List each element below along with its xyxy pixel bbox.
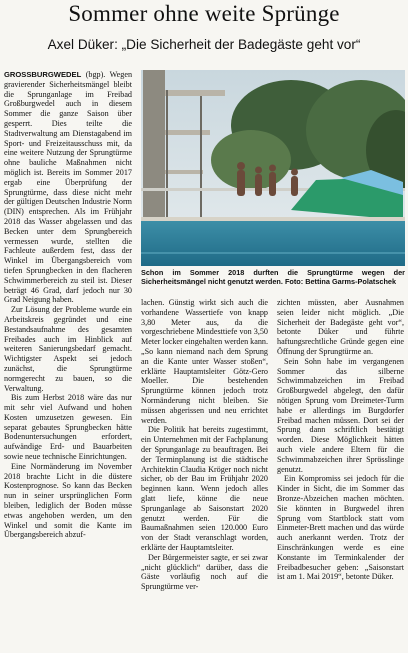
photo-credit: Foto: Bettina Garms-Polatschek: [284, 277, 397, 287]
paragraph: Der Bürgermeister sagte, er sei zwar „nicht glücklich“ darüber, dass die Gäste vorläufig noch auf die Sprungtürme ver-: [141, 552, 268, 592]
article-column-1: [4, 70, 132, 651]
photo-caption: [141, 268, 405, 287]
paragraph: Zur Lösung der Probleme wurde ein Arbeitskreis gegründet und eine Bestandsaufnahme des gesamten Freibades auch im Hinblick auf weiteren Sanierungsbedarf gemacht. Wichtigster Aspekt sei jedoch zunächst, die Sprungtürme normgerecht zu bauen, so die Verwaltung.: [4, 305, 132, 393]
paragraph: Sein Sohn habe im vergangenen Sommer das silberne Schwimmabzeichen im Freibad Großburgwedel abgelegt, den dafür nötigen Sprung vom Dreimeter-Turm habe er allerdings im Burgdorfer Freibad machen müssen. Dort sei der Sprung dann schriftlich bestätigt worden. Diese Möglichkeit hätten auch viele andere Eltern für die Schwimmabzeichen ihrer Sprösslinge genutzt.: [277, 356, 404, 474]
photo-diving-tower-pool: [141, 70, 405, 266]
article-subhead: Axel Düker: „Die Sicherheit der Badegäste geht vor“: [47, 37, 361, 52]
lead-paragraph: [4, 70, 132, 305]
paragraph: lachen. Günstig wirkt sich auch die vorhandene Wassertiefe von knapp 3,80 Meter aus, da die vorgeschriebene Mindesttiefe von 3,50 Meter locker eingehalten werden kann. „So kann niemand nach dem Sprung an die Kante unter Wasser stoßen“, erklärte Hauptamtsleiter Götz-Gero Moeller. Die bestehenden Sprungtürme können jedoch trotz Normänderung nicht bleiben. Sie müssen abgerissen und neu errichtet werden.: [141, 298, 268, 425]
paragraph: Eine Normänderung im November 2018 brachte Licht in die düstere Kostenprognose. So kann das Becken nun in seiner ursprünglichen Form bleiben, lediglich der Boden müsse etwas angehoben werden, um den Winkel und somit die Kante im Übergangsbereich abzuf-: [4, 461, 132, 540]
article-column-2: [141, 298, 268, 651]
caption-text: Schon im Sommer 2018 durften die Sprungtürme wegen der Sicherheitsmängel nicht genutzt werden.: [141, 268, 405, 287]
article-headline: Sommer ohne weite Sprünge: [68, 1, 340, 26]
dateline: GROSSBURGWEDEL: [4, 70, 82, 79]
paragraph: zichten müssten, aber Ausnahmen seien leider nicht möglich. „Die Sicherheit der Badegäste geht vor“, betonte Düker und führte haftungsrechtliche Gründe gegen eine Öffnung der Sprungtürme an.: [277, 298, 404, 356]
article-photo: [141, 70, 405, 266]
paragraph: Die Politik hat bereits zugestimmt, ein Unternehmen mit der Fachplanung der Sprunganlage zu beauftragen. Bei der Terminplanung ist die städtische Architektin Claudia Kröger noch nicht sicher, ob der Bau im Frühjahr 2020 beginnen kann. Wenn jedoch alles glatt liefe, könne die neue Sprunganlage ab Saisonstart 2020 genutzt werden. Für die Baumaßnahmen seien 120.000 Euro von der Stadt veranschlagt worden, erklärte der Hauptamtsleiter.: [141, 425, 268, 552]
article-column-3: [277, 298, 404, 651]
paragraph-text: Wegen gravierender Sicherheitsmängel bleibt die Sprunganlage im Freibad Großburgwedel auch in diesem Sommer die ganze Saison über gesperrt. Dies teilte die Stadtverwaltung am Dienstagabend im Sport- und Freizeitausschuss mit, da eine weitere Nutzung der Sprungtürme ohne bauliche Maßnahmen nicht möglich ist. Bereits im Sommer 2017 ergab eine Überprüfung der Sprungtürme, dass diese nicht mehr der gültigen Deutschen Industrie Norm (DIN) entsprechen. Als im Frühjahr 2018 das Wasser abgelassen und das Becken unter dem Sprungbereich vermessen wurde, stellten die Fachleute außerdem fest, dass der Winkel im Übergangsbereich vom tiefen Sprungbecken in den flacheren Schwimmerbereich zu steil ist. Dieser beträgt 46 Grad, darf jedoch nur 30 Grad Neigung haben.: [4, 70, 132, 305]
agency-tag: (bgp).: [85, 70, 106, 79]
paragraph: Ein Kompromiss sei jedoch für die Kinder in Sicht, die im Sommer das Bronze-Abzeichen machen möchten. Sie könnten in Burgwedel ihren Sprung vom Startblock statt vom Einmeter-Brett machen und das würde auch anerkannt werden. Trotz der Einschränkungen werde es eine Konstante im Terminkalender der Freibadbesucher geben: „Saisonstart ist am 1. Mai 2019“, betonte Düker.: [277, 474, 404, 582]
paragraph: Bis zum Herbst 2018 wäre das nur mit sehr viel Aufwand und hohen Kosten umzusetzen gewesen. Ein separat gebautes Sprungbecken hätte Bodenuntersuchungen erfordert, aufwändige Erd- und Bauarbeiten sowie neue technische Einrichtungen.: [4, 393, 132, 462]
